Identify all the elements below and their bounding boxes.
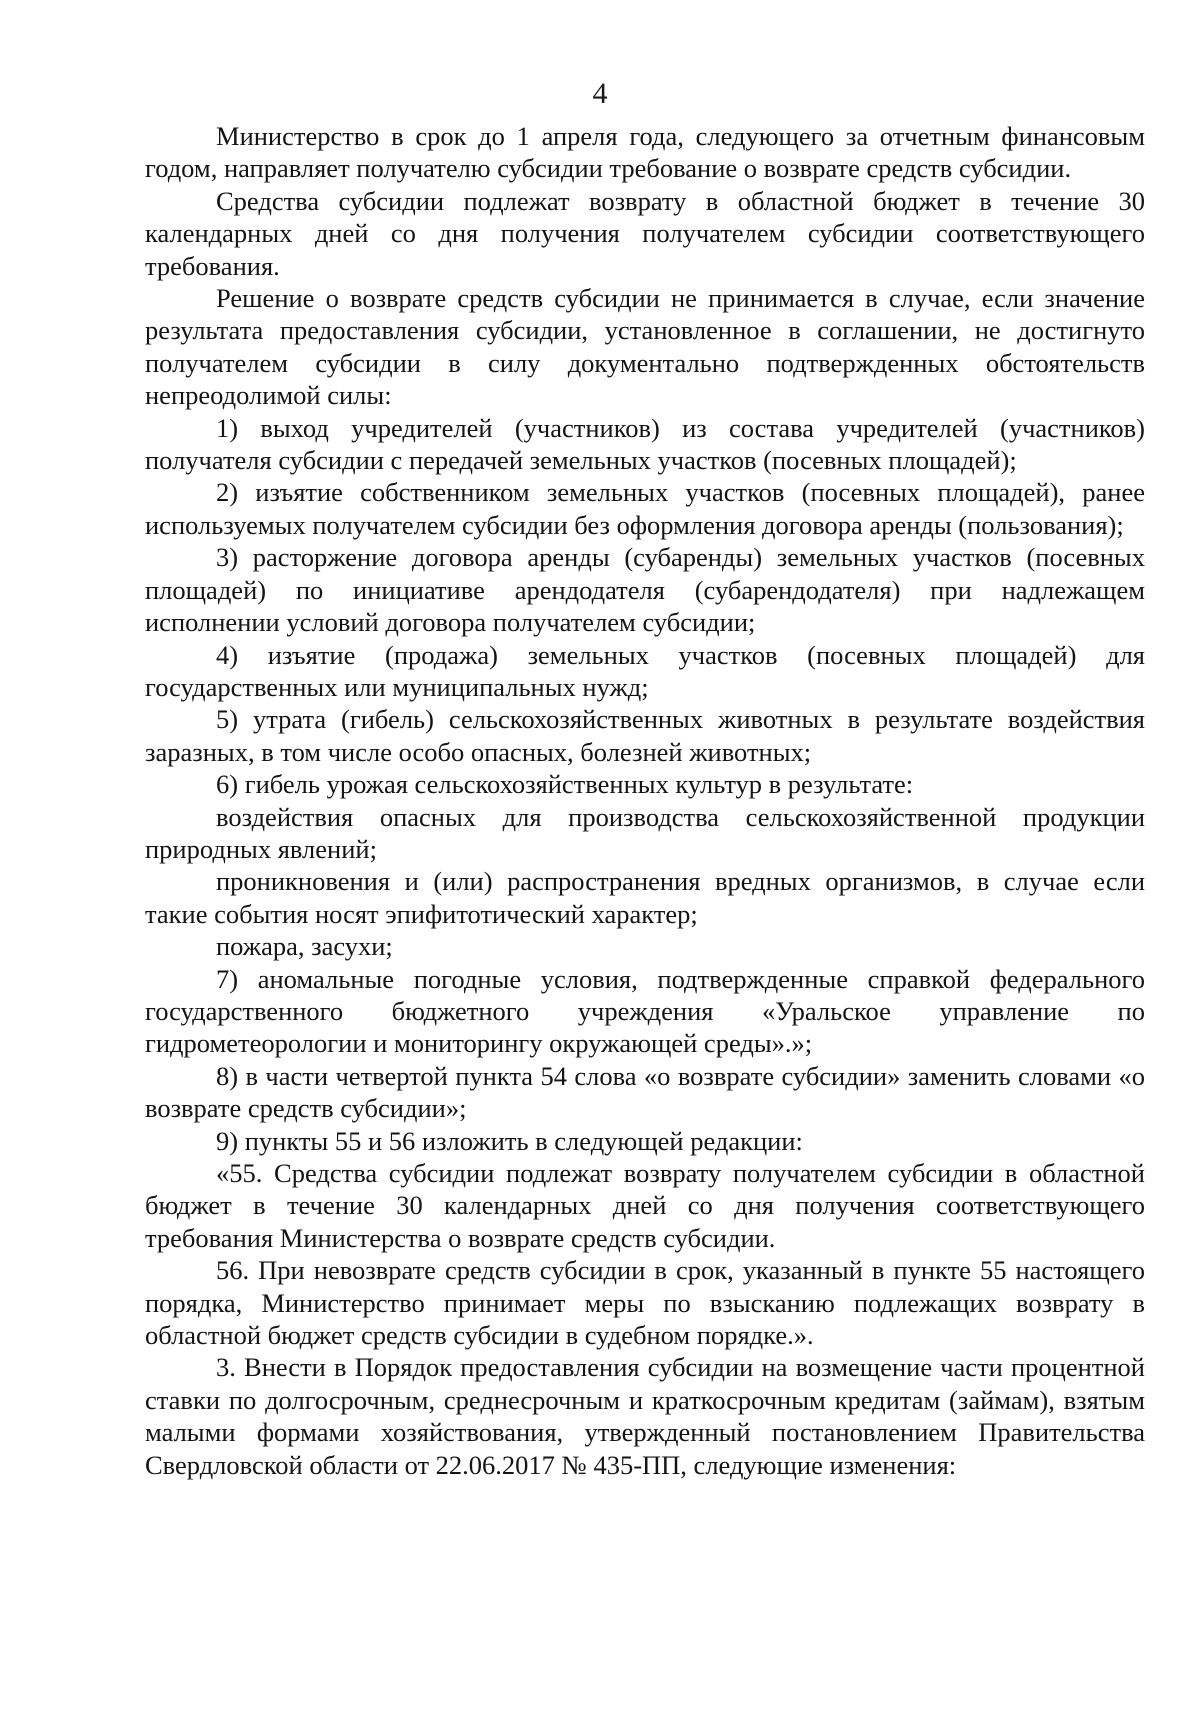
list-item-6-natural-hazards: воздействия опасных для производства сельскохозяйственной продукции природных явлений; — [145, 801, 1145, 864]
list-item-2: 2) изъятие собственником земельных участков (посевных площадей), ранее используемых получателем субсидии без оформления договора аренды (пользования); — [145, 477, 1145, 540]
clause-55: «55. Средства субсидии подлежат возврату получателем субсидии в областной бюджет в течение 30 календарных дней со дня получения соответствующего требования Министерства о возврате средств субсидии. — [145, 1158, 1145, 1253]
page-number: 4 — [592, 77, 608, 110]
list-item-1: 1) выход учредителей (участников) из состава учредителей (участников) получателя субсидии с передачей земельных участков (посевных площадей); — [145, 412, 1145, 476]
list-item-6-pests: проникновения и (или) распространения вредных организмов, в случае если такие события носят эпифитотический характер; — [145, 866, 1145, 929]
list-item-4: 4) изъятие (продажа) земельных участков (посевных площадей) для государственных или муниципальных нужд; — [145, 639, 1145, 702]
paragraph-return-30-days: Средства субсидии подлежат возврату в областной бюджет в течение 30 календарных дней со дня получения получателем субсидии соответствующего требования. — [145, 185, 1145, 281]
list-item-5: 5) утрата (гибель) сельскохозяйственных животных в результате воздействия заразных, в том числе особо опасных, болезней животных; — [145, 704, 1145, 767]
list-item-6-fire-drought: пожара, засухи; — [216, 931, 393, 962]
list-item-9: 9) пункты 55 и 56 изложить в следующей редакции: — [216, 1125, 803, 1156]
section-3: 3. Внести в Порядок предоставления субсидии на возмещение части процентной ставки по долгосрочным, среднесрочным и краткосрочным кредитам (займам), взятым малыми формами хозяйствования, утвержденный постановлением Правительства Свердловской области от 22.06.2017 № 435-ПП, следующие изменения: — [145, 1352, 1145, 1480]
list-item-3: 3) расторжение договора аренды (субаренды) земельных участков (посевных площадей) по инициативе арендодателя (субарендодателя) при надлежащем исполнении условий договора получателем субсидии; — [145, 542, 1145, 638]
paragraph-ministry-deadline: Министерство в срок до 1 апреля года, следующего за отчетным финансовым годом, направляет получателю субсидии требование о возврате средств субсидии. — [145, 121, 1145, 184]
paragraph-force-majeure: Решение о возврате средств субсидии не принимается в случае, если значение результата предоставления субсидии, установленное в соглашении, не достигнуто получателем субсидии в силу документально подтвержденных обстоятельств непреодолимой силы: — [145, 283, 1145, 411]
list-item-7: 7) аномальные погодные условия, подтвержденные справкой федерального государственного бюджетного учреждения «Уральское управление по гидрометеорологии и мониторингу окружающей среды».»; — [145, 963, 1145, 1059]
list-item-8: 8) в части четвертой пункта 54 слова «о возврате субсидии» заменить словами «о возврате средств субсидии»; — [145, 1060, 1145, 1124]
document-body — [145, 120, 1145, 1481]
clause-56: 56. При невозврате средств субсидии в срок, указанный в пункте 55 настоящего порядка, Министерство принимает меры по взысканию подлежащих возврату в областной бюджет средств субсидии в судебном порядке.». — [145, 1255, 1145, 1351]
list-item-6: 6) гибель урожая сельскохозяйственных культур в результате: — [216, 769, 914, 800]
